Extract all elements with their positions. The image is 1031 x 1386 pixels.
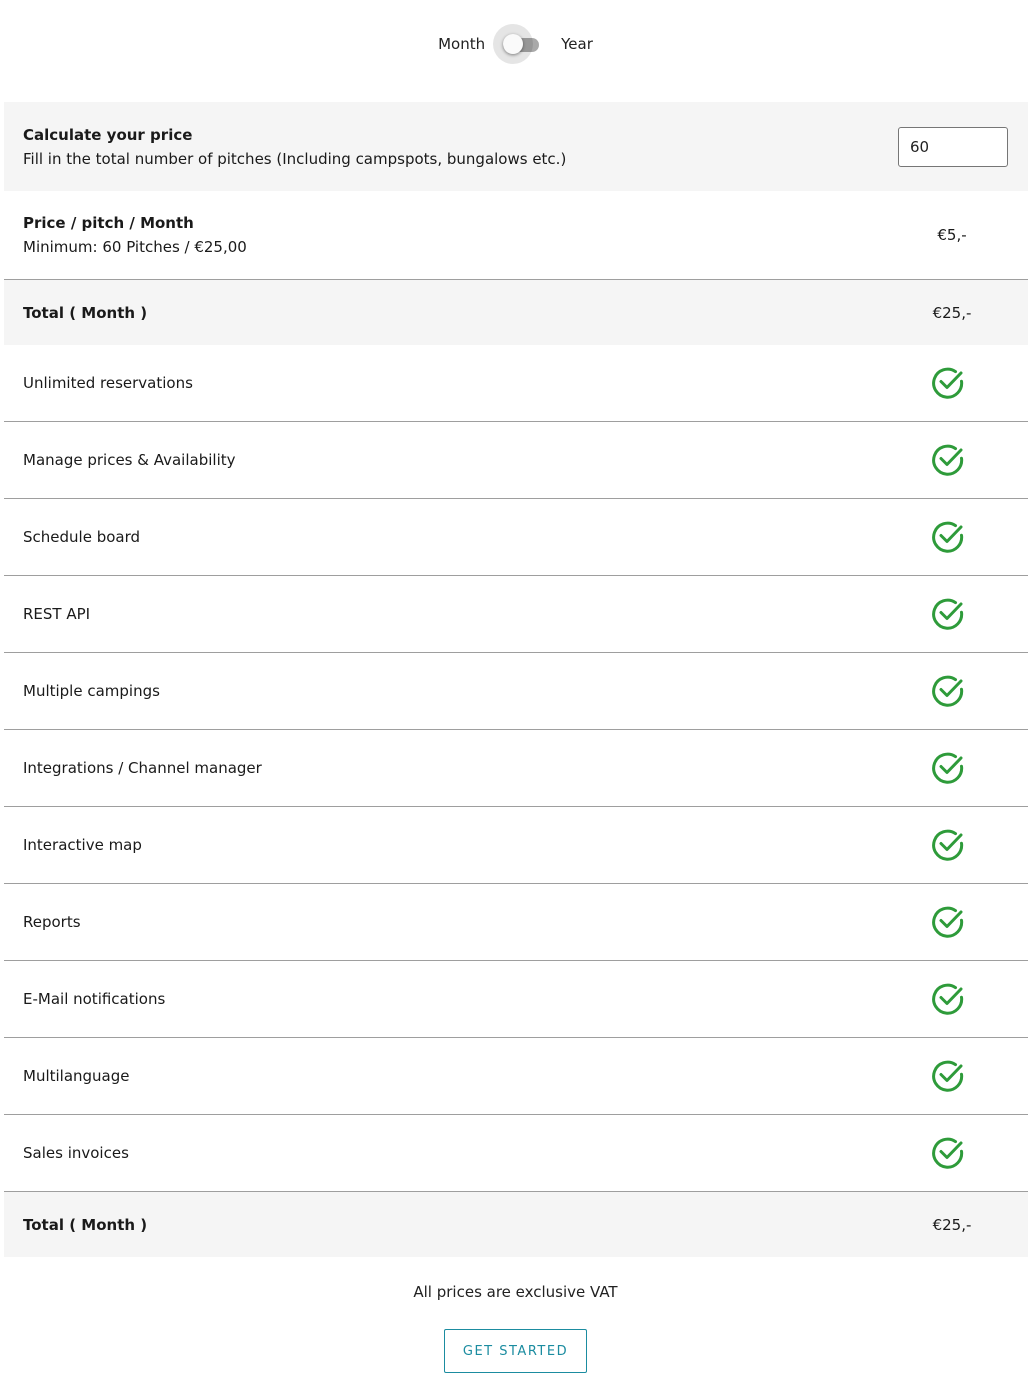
check-circle-icon <box>931 443 965 477</box>
check-circle-icon <box>931 1136 965 1170</box>
check-circle-icon <box>931 1059 965 1093</box>
feature-row <box>4 961 1028 1038</box>
check-circle-icon <box>931 905 965 939</box>
feature-row <box>4 576 1028 653</box>
calculator-title: Calculate your price <box>23 125 193 144</box>
price-per-pitch-text <box>23 214 247 256</box>
price-per-pitch-row <box>4 191 1028 280</box>
total-value: €25,- <box>932 1215 972 1234</box>
feature-label: Multilanguage <box>23 1067 130 1085</box>
price-minimum-note: Minimum: 60 Pitches / €25,00 <box>23 238 247 256</box>
check-circle-icon <box>931 366 965 400</box>
feature-label: Reports <box>23 913 81 931</box>
feature-row <box>4 422 1028 499</box>
feature-label: Interactive map <box>23 836 142 854</box>
price-per-pitch-title: Price / pitch / Month <box>23 214 194 232</box>
feature-row <box>4 1115 1028 1192</box>
feature-row <box>4 653 1028 730</box>
feature-row <box>4 1038 1028 1115</box>
feature-row <box>4 499 1028 576</box>
calculator-text <box>23 126 566 168</box>
feature-label: Multiple campings <box>23 682 160 700</box>
total-row-bottom <box>4 1192 1028 1257</box>
feature-row <box>4 884 1028 961</box>
total-label: Total ( Month ) <box>23 303 148 322</box>
total-row-top <box>4 280 1028 345</box>
total-value: €25,- <box>932 303 972 322</box>
total-label: Total ( Month ) <box>23 1215 148 1234</box>
feature-label: Integrations / Channel manager <box>23 759 262 777</box>
billing-period-toggle <box>0 24 1031 64</box>
pitches-input[interactable] <box>898 127 1008 167</box>
feature-row <box>4 345 1028 422</box>
feature-label: Manage prices & Availability <box>23 451 236 469</box>
price-calculator-row <box>4 102 1028 191</box>
feature-row <box>4 807 1028 884</box>
toggle-label-year[interactable]: Year <box>561 35 593 53</box>
feature-list <box>4 345 1028 1192</box>
get-started-button[interactable]: GET STARTED <box>444 1329 587 1373</box>
feature-row <box>4 730 1028 807</box>
feature-label: Unlimited reservations <box>23 374 193 392</box>
check-circle-icon <box>931 674 965 708</box>
check-circle-icon <box>931 982 965 1016</box>
switch-knob[interactable] <box>503 34 523 54</box>
price-per-pitch-value: €5,- <box>937 226 967 244</box>
billing-period-switch[interactable] <box>493 24 539 64</box>
vat-note: All prices are exclusive VAT <box>413 1283 618 1301</box>
pricing-table <box>4 102 1028 1257</box>
feature-label: Schedule board <box>23 528 141 546</box>
check-circle-icon <box>931 597 965 631</box>
check-circle-icon <box>931 751 965 785</box>
feature-label: Sales invoices <box>23 1144 129 1162</box>
calculator-subtitle: Fill in the total number of pitches (Including campspots, bungalows etc.) <box>23 149 567 168</box>
toggle-label-month[interactable]: Month <box>438 35 486 53</box>
feature-label: E-Mail notifications <box>23 990 166 1008</box>
feature-label: REST API <box>23 605 91 623</box>
check-circle-icon <box>931 520 965 554</box>
check-circle-icon <box>931 828 965 862</box>
